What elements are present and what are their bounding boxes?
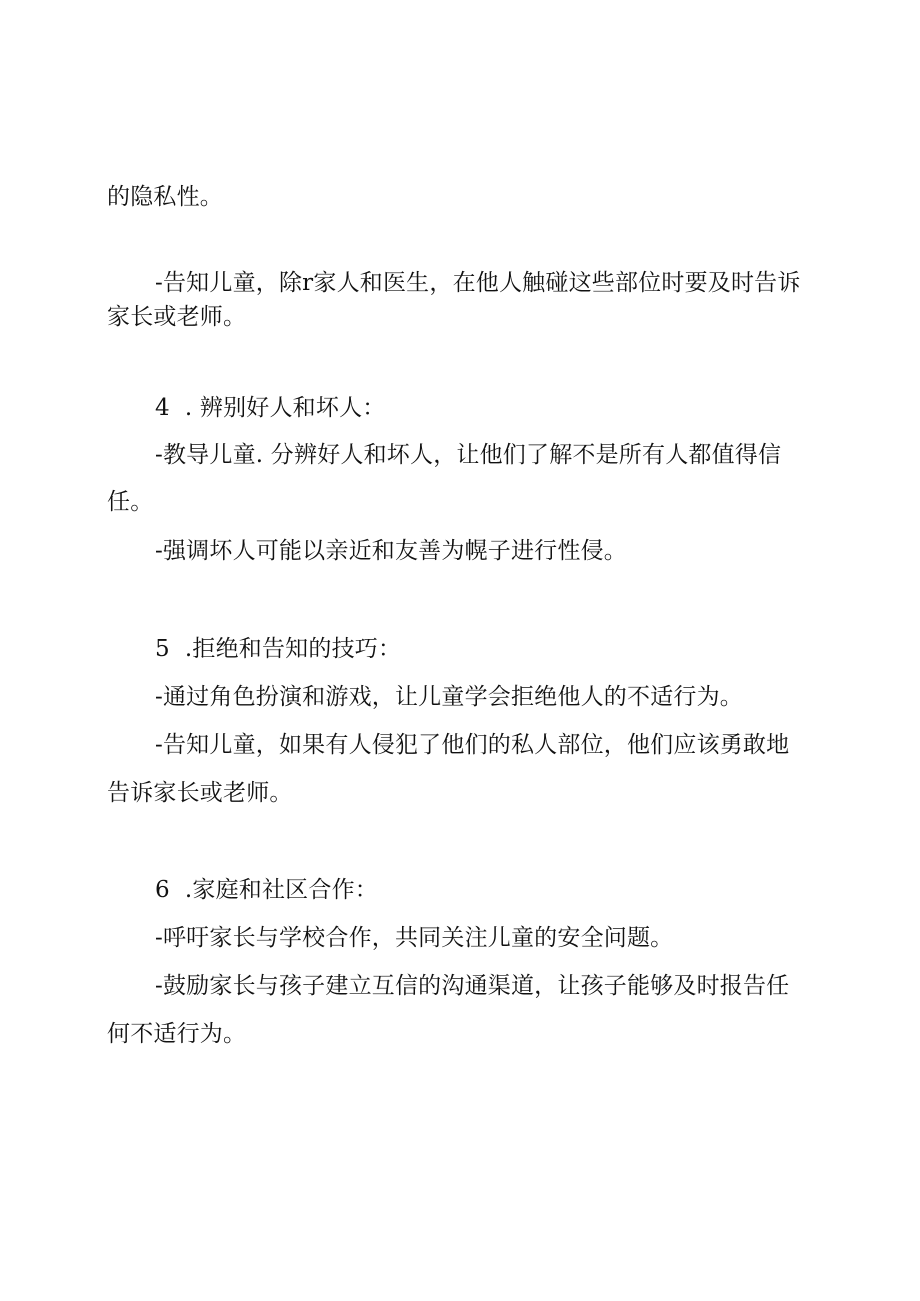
- section-heading: 6 .家庭和社区合作：: [155, 877, 378, 903]
- text-line: -鼓励家长与孩子建立互信的沟通渠道，让孩子能够及时报告任: [155, 973, 790, 999]
- text-line: 的隐私性。: [107, 184, 223, 210]
- section-heading: 4 . 辨别好人和坏人：: [155, 395, 386, 421]
- text-line: 家长或老师。: [107, 304, 247, 330]
- text-line: -教导儿童. 分辨好人和坏人，让他们了解不是所有人都值得信: [155, 442, 782, 468]
- text-line: 任。: [107, 489, 154, 515]
- text-line: -通过角色扮演和游戏，让儿童学会拒绝他人的不适行为。: [155, 684, 743, 710]
- text-line: 告诉家长或老师。: [107, 780, 293, 806]
- text-line: -呼吁家长与学校合作，共同关注儿童的安全问题。: [155, 925, 674, 951]
- text-line: -强调坏人可能以亲近和友善为幌子进行性侵。: [155, 538, 627, 564]
- section-heading: 5 .拒绝和告知的技巧：: [155, 636, 402, 662]
- text-line: -告知儿童，如果有人侵犯了他们的私人部位，他们应该勇敢地: [155, 732, 790, 758]
- text-line: -告知儿童，除r家人和医生，在他人触碰这些部位时要及时告诉: [155, 270, 801, 296]
- text-line: 何不适行为。: [107, 1021, 247, 1047]
